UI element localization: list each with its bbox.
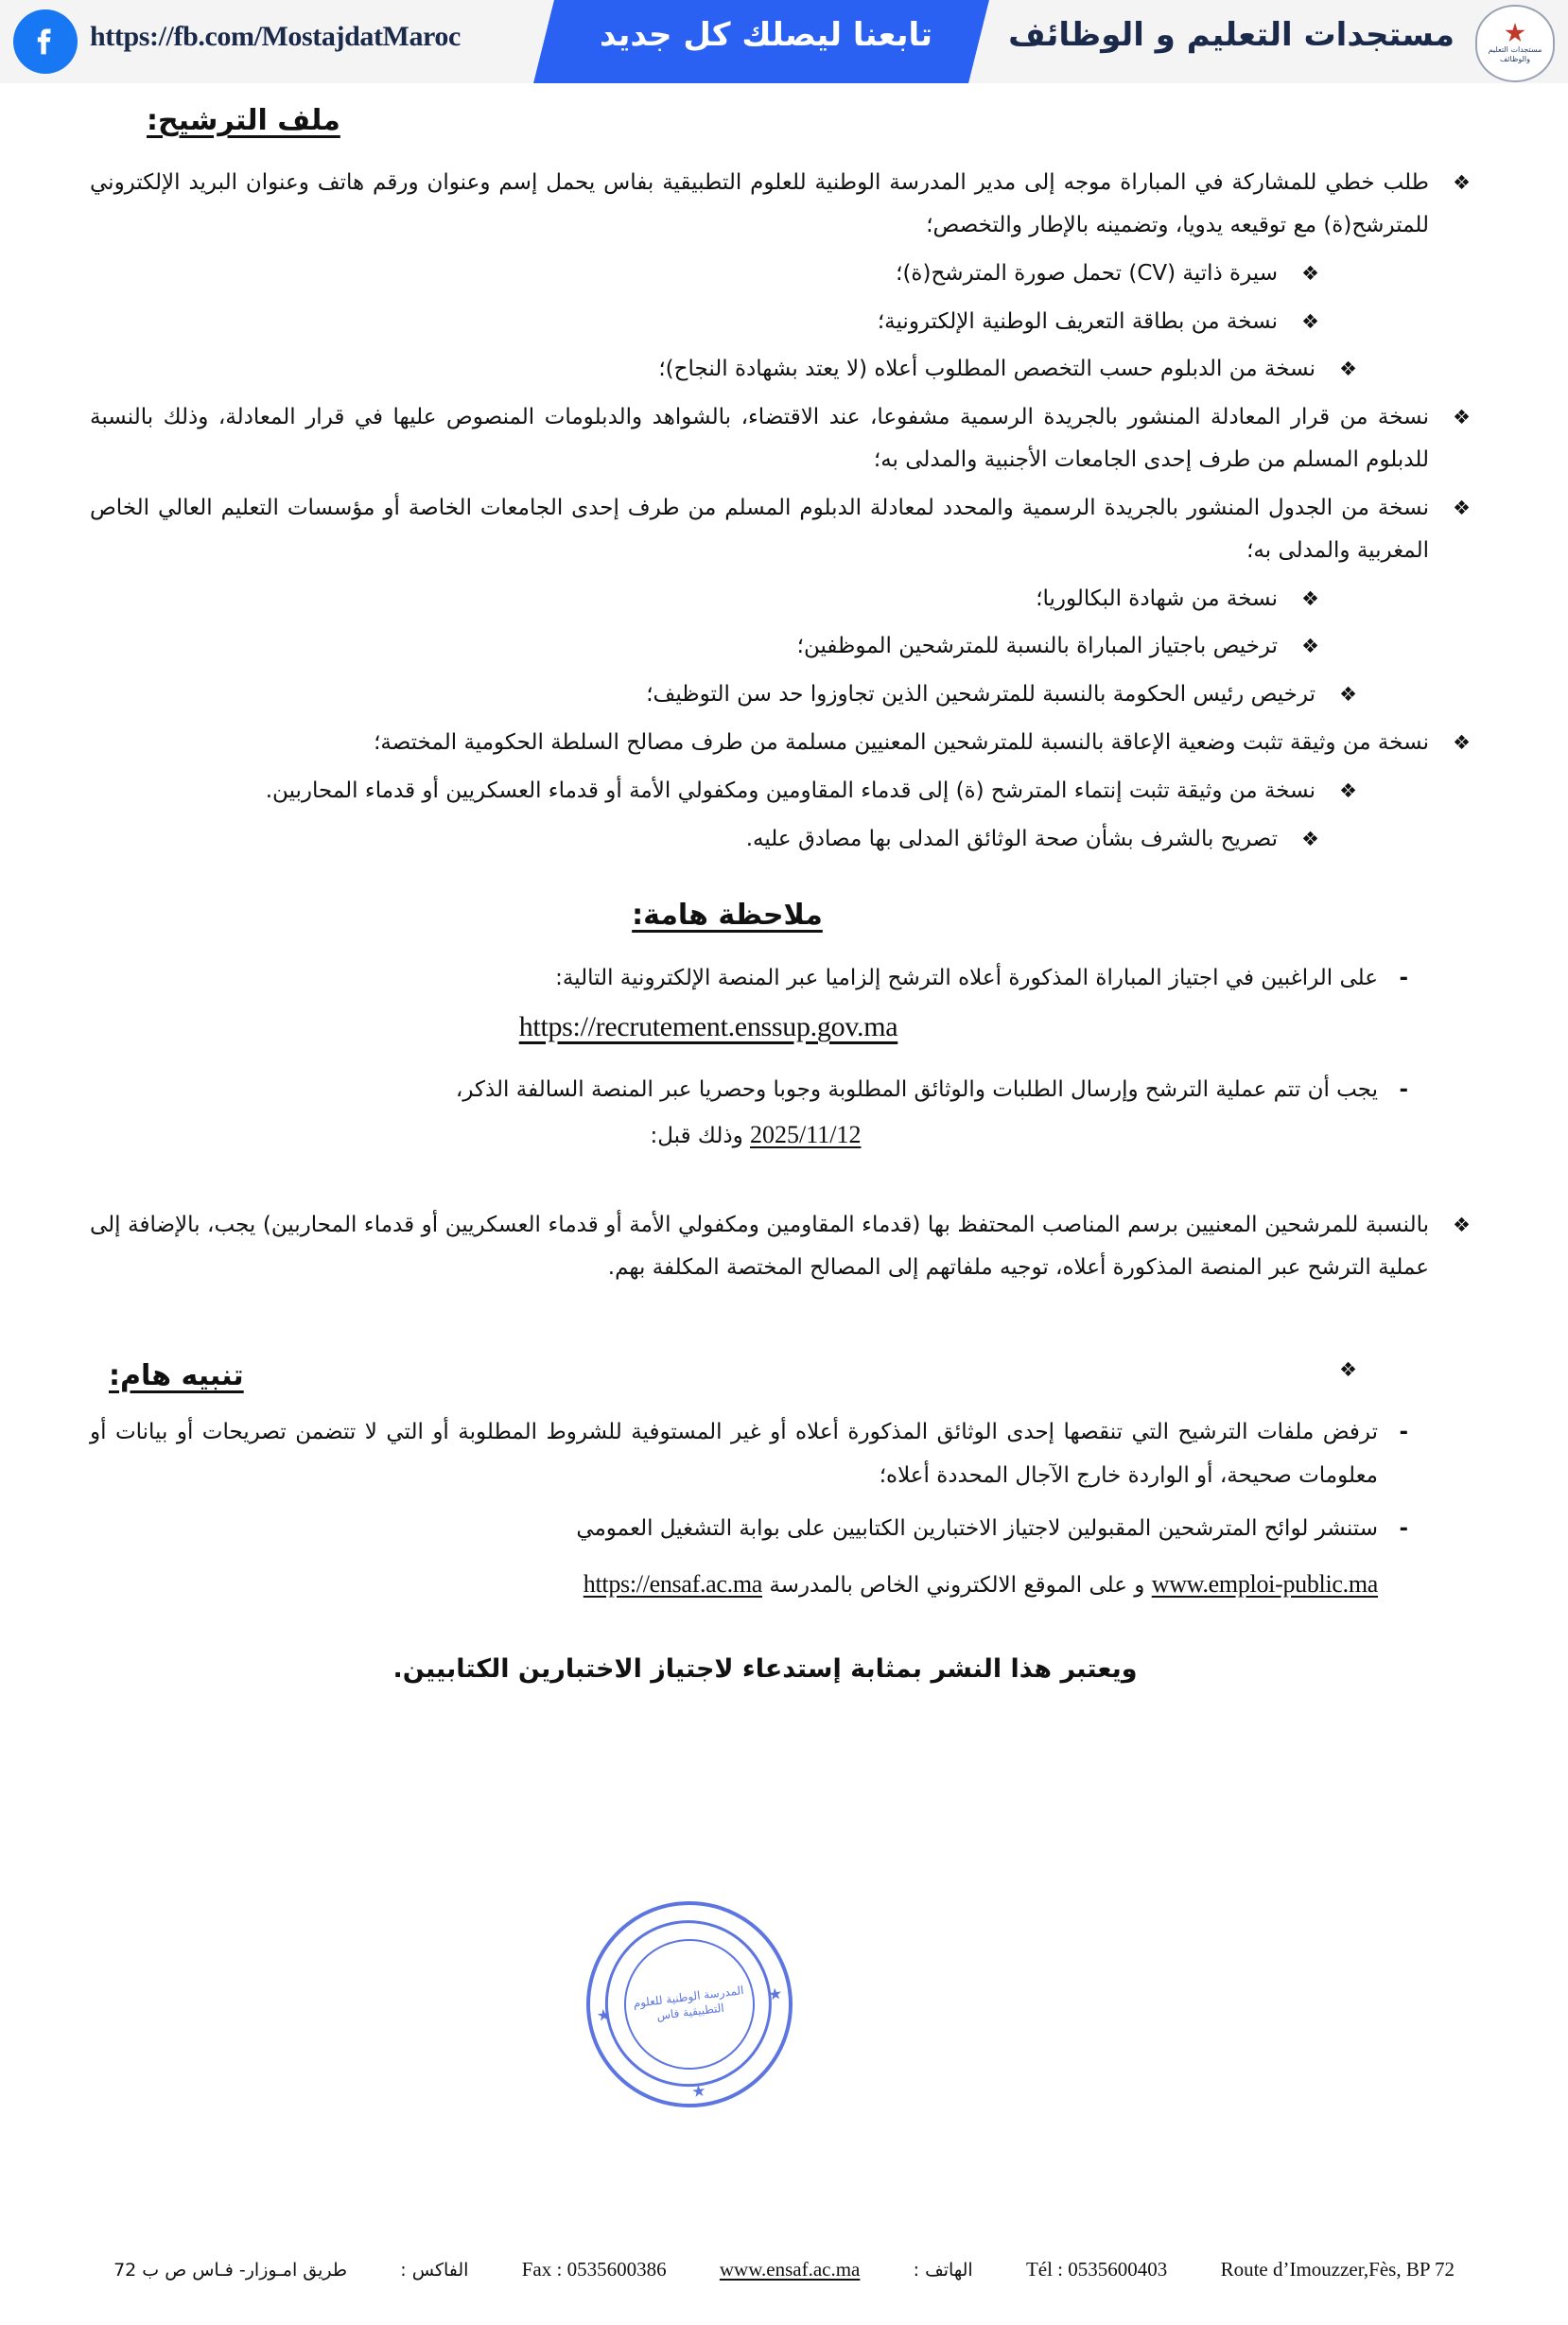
stamp-text: المدرسة الوطنية للعلوم التطبيقية فاس — [617, 1932, 762, 2077]
deadline-date: 2025/11/12 — [749, 1120, 862, 1148]
footer-address-fr: Route d’Imouzzer,Fès, BP 72 — [1220, 2258, 1455, 2281]
stamp-star-icon: ★ — [767, 1984, 784, 2004]
banner-page-title: مستجدات التعليم و الوظائف — [1008, 16, 1455, 54]
list-item: ❖ نسخة من وثيقة تثبت وضعية الإعاقة بالنسبة للمترشحين المعنيين مسلمة من طرف مصالح السلطة الحكومية المختصة؛ — [90, 722, 1478, 764]
list-item: ❖ ترخيص باجتياز المباراة بالنسبة للمترشحين الموظفين؛ — [90, 625, 1327, 668]
deadline-label: وذلك قبل: — [650, 1123, 743, 1148]
footer-website[interactable]: www.ensaf.ac.ma — [719, 2258, 861, 2281]
list-item: - يجب أن تتم عملية الترشح وإرسال الطلبات والوثائق المطلوبة وجوبا وحصريا عبر المنصة السالفة الذكر، — [90, 1068, 1421, 1111]
footer-phone-fr: Tél : 0535600403 — [1025, 2258, 1168, 2281]
list-item: ❖ نسخة من شهادة البكالوريا؛ — [90, 578, 1327, 621]
list-item: - ستنشر لوائح المترشحين المقبولين لاجتياز الاختبارين الكتابيين على بوابة التشغيل العمومي — [90, 1507, 1421, 1550]
footer-fax-label-ar: الفاكس : — [400, 2260, 469, 2281]
retained-positions-list — [90, 1204, 1478, 1289]
footer-address-ar: طريق امـوزار- فـاس ص ب 72 — [113, 2260, 347, 2281]
list-item: - على الراغبين في اجتياز المباراة المذكورة أعلاه الترشح إلزاميا عبر المنصة الإلكترونية التالية: — [90, 956, 1421, 1000]
school-url[interactable]: https://ensaf.ac.ma — [583, 1569, 763, 1598]
stamp-star-icon: ★ — [690, 2081, 707, 2102]
section-heading-dossier: ملف الترشيح: — [147, 104, 340, 137]
list-item: ❖ نسخة من الدبلوم حسب التخصص المطلوب أعلاه (لا يعتد بشهادة النجاح)؛ — [90, 348, 1365, 391]
list-item: ❖ ترخيص رئيس الحكومة بالنسبة للمترشحين الذين تجاوزوا حد سن التوظيف؛ — [90, 673, 1365, 716]
promo-banner — [0, 0, 1568, 83]
dossier-requirements-list — [90, 162, 1478, 861]
list-item: ❖ نسخة من قرار المعادلة المنشور بالجريدة الرسمية مشفوعا، عند الاقتضاء، بالشواهد والدبلومات المنصوص عليها في قرار المعادلة، وذلك بالنسبة للدبلوم المسلم من طرف إحدى الجامعات الأجنبية والمدلى به؛ — [90, 396, 1478, 481]
list-item: ❖ تصريح بالشرف بشأن صحة الوثائق المدلى بها مصادق عليه. — [90, 818, 1327, 861]
warning-list — [90, 1410, 1478, 1550]
stamp-star-icon: ★ — [595, 2005, 613, 2025]
facebook-icon[interactable] — [13, 9, 78, 74]
list-item: ❖ بالنسبة للمرشحين المعنيين برسم المناصب المحتفظ بها (قدماء المقاومين ومكفولي الأمة أو قدماء العسكريين أو قدماء المحاربين) يجب، بالإضافة إلى عملية الترشح عبر المنصة المذكورة أعلاه، توجيه ملفاتهم إلى المصالح المختصة المكلفة بهم. — [90, 1204, 1478, 1289]
warning-heading-wrapper — [90, 1349, 1478, 1405]
list-item: ❖ نسخة من بطاقة التعريف الوطنية الإلكترونية؛ — [90, 301, 1327, 343]
publication-urls-line — [90, 1560, 1378, 1609]
section-heading-important-note: ملاحظة هامة: — [632, 898, 823, 932]
important-note-list — [90, 956, 1478, 1000]
document-content — [0, 104, 1568, 1684]
facebook-url-text[interactable]: https://fb.com/MostajdatMaroc — [90, 21, 461, 52]
platform-url-link[interactable]: https://recrutement.enssup.gov.ma — [518, 1010, 898, 1042]
list-item: ❖ سيرة ذاتية (CV) تحمل صورة المترشح(ة)؛ — [90, 253, 1327, 295]
list-item: ❖ طلب خطي للمشاركة في المباراة موجه إلى مدير المدرسة الوطنية للعلوم التطبيقية بفاس يحمل إسم وعنوان ورقم هاتف وعنوان البريد الإلكتروني للمترشح(ة) مع توقيعه يدويا، وتضمينه بالإطار والتخصص؛ — [90, 162, 1478, 247]
footer-fax-fr: Fax : 0535600386 — [521, 2258, 667, 2281]
list-item: ❖ نسخة من وثيقة تثبت إنتماء المترشح (ة) إلى قدماء المقاومين ومكفولي الأمة أو قدماء العسكريين أو قدماء المحاربين. — [90, 770, 1365, 813]
site-connector-text: و على الموقع الالكتروني الخاص بالمدرسة — [769, 1572, 1145, 1598]
banner-logo-text: مستجدات التعليم والوظائف — [1488, 45, 1542, 63]
banner-slogan: تابعنا ليصلك كل جديد — [599, 16, 932, 54]
deadline-line — [90, 1121, 1478, 1149]
list-item: ❖ نسخة من الجدول المنشور بالجريدة الرسمية والمحدد لمعادلة الدبلوم المسلم من طرف إحدى الجامعات الخاصة أو مؤسسات التعليم العالي الخاص المغربية والمدلى به؛ — [90, 487, 1478, 572]
important-note-list-2 — [90, 1068, 1478, 1111]
banner-logo — [1475, 5, 1555, 82]
closing-statement: ويعتبر هذا النشر بمثابة إستدعاء لاجتياز الاختبارين الكتابيين. — [392, 1653, 1138, 1684]
official-round-stamp — [575, 1890, 805, 2120]
portal-url[interactable]: www.emploi-public.ma — [1151, 1569, 1378, 1598]
footer-phone-label-ar: الهاتف : — [913, 2260, 973, 2281]
morocco-star-icon — [1505, 23, 1525, 44]
section-heading-warning: تنبيه هام: — [109, 1359, 244, 1393]
page-footer — [0, 2258, 1568, 2281]
list-item: - ترفض ملفات الترشيح التي تنقصها إحدى الوثائق المذكورة أعلاه أو غير المستوفية للشروط المطلوبة أو التي لا تتضمن تصريحات أو بيانات أو معلومات صحيحة، أو الواردة خارج الآجال المحددة أعلاه؛ — [90, 1410, 1421, 1497]
